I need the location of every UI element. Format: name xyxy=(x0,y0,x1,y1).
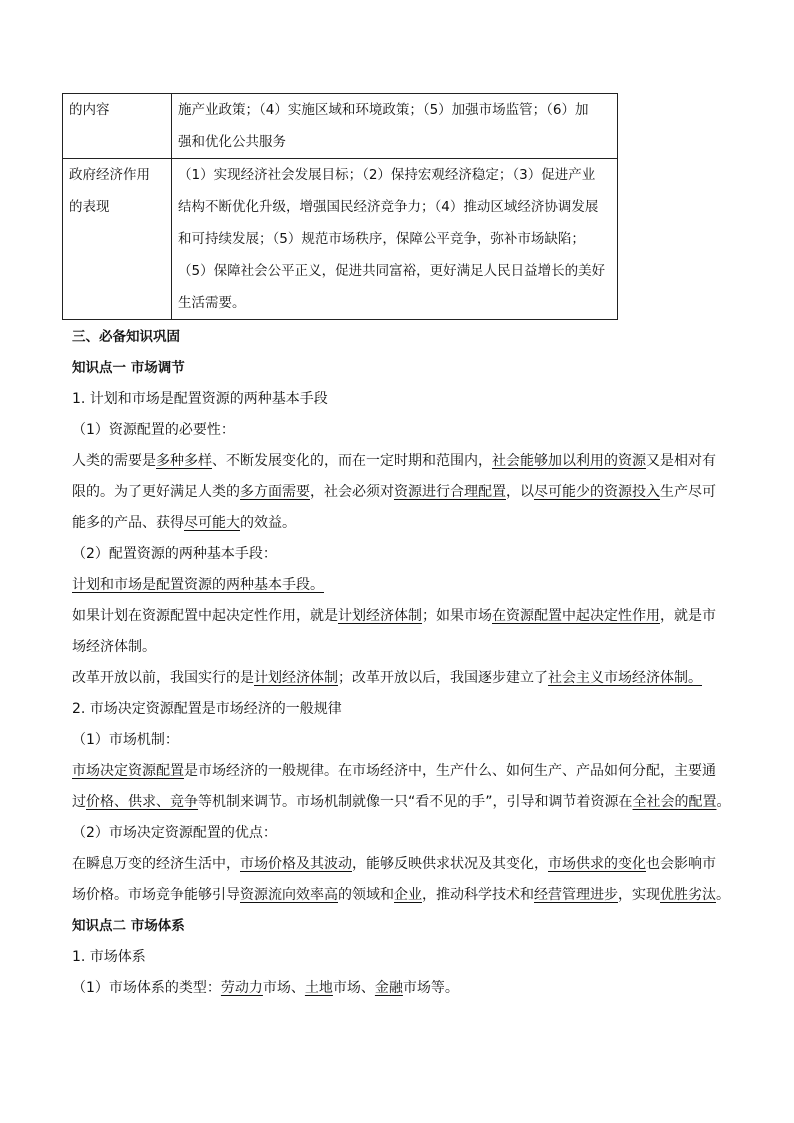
underlined-term: 社会主义市场经济体制。 xyxy=(548,670,702,686)
text: 能多的产品、获得 xyxy=(72,515,184,531)
body-line xyxy=(72,477,732,508)
label-line: 的表现 xyxy=(69,199,110,215)
underlined-term: 价格、供求、竞争 xyxy=(86,794,198,810)
text: 在瞬息万变的经济生活中， xyxy=(72,856,240,872)
text: 人类的需要是 xyxy=(72,453,156,469)
underlined-term: 金融 xyxy=(374,980,403,996)
body-line xyxy=(72,849,732,880)
knowledge-point-2-title: 知识点二 市场体系 xyxy=(72,918,185,934)
table-row xyxy=(63,94,618,159)
knowledge-content xyxy=(72,322,732,1004)
body-line xyxy=(72,973,732,1004)
text: 改革开放以前，我国实行的是 xyxy=(72,670,254,686)
text: 。 xyxy=(716,887,730,903)
content-line: （5）保障社会公平正义，促进共同富裕，更好满足人民日益增长的美好 xyxy=(178,263,606,279)
underlined-term: 计划经济体制 xyxy=(338,608,422,624)
text: 市场、 xyxy=(332,980,375,996)
body-line xyxy=(72,508,732,539)
text: 过 xyxy=(72,794,86,810)
table-row-content xyxy=(172,159,618,320)
underlined-term: 计划和市场是配置资源的两种基本手段。 xyxy=(72,577,324,593)
underlined-term: 市场价格及其波动 xyxy=(240,856,352,872)
table-row xyxy=(63,159,618,320)
text: 市场、 xyxy=(262,980,305,996)
text: ，社会必须对 xyxy=(310,484,394,500)
paragraph-heading: 1. 市场体系 xyxy=(72,949,146,965)
body-line xyxy=(72,446,732,477)
underlined-term: 全社会的配置 xyxy=(632,794,717,810)
body-line xyxy=(72,570,732,601)
underlined-term: 尽可能大 xyxy=(184,515,240,531)
paragraph-heading: 1. 计划和市场是配置资源的两种基本手段 xyxy=(72,391,328,407)
text: ；如果市场 xyxy=(422,608,492,624)
underlined-term: 劳动力 xyxy=(220,980,263,996)
body-line: 场经济体制。 xyxy=(72,639,156,655)
subheading: （2）配置资源的两种基本手段： xyxy=(72,546,277,562)
subheading: （2）市场决定资源配置的优点： xyxy=(72,825,277,841)
body-line xyxy=(72,787,732,818)
text: ，实现 xyxy=(618,887,660,903)
underlined-term: 尽可能少的资源投入 xyxy=(534,484,660,500)
label-line: 政府经济作用 xyxy=(69,167,150,183)
content-line: 强和优化公共服务 xyxy=(178,134,286,150)
underlined-term: 资源进行合理配置 xyxy=(394,484,506,500)
underlined-term: 土地 xyxy=(304,980,333,996)
underlined-term: 优胜劣汰 xyxy=(660,887,716,903)
underlined-term: 市场决定资源配置 xyxy=(72,763,184,779)
underlined-term: 计划经济体制 xyxy=(254,670,338,686)
underlined-term: 企业 xyxy=(394,887,422,903)
content-line: 和可持续发展；（5）规范市场秩序，保障公平竞争，弥补市场缺陷； xyxy=(178,231,585,247)
text: ；改革开放以后，我国逐步建立了 xyxy=(338,670,548,686)
text: 、不断发展变化的，而在一定时期和范围内， xyxy=(212,453,492,469)
underlined-term: 经营管理进步 xyxy=(534,887,618,903)
text: 是市场经济的一般规律。在市场经济中，生产什么、如何生产、产品如何分配，主要通 xyxy=(184,763,716,779)
body-line xyxy=(72,756,732,787)
content-line: （1）实现经济社会发展目标；（2）保持宏观经济稳定；（3）促进产业 xyxy=(178,167,596,183)
text: ，能够反映供求状况及其变化， xyxy=(352,856,548,872)
underlined-term: 社会能够加以利用的资源 xyxy=(492,453,646,469)
content-line: 结构不断优化升级，增强国民经济竞争力；（4）推动区域经济协调发展 xyxy=(178,199,599,215)
table-row-label xyxy=(63,94,172,159)
text: 市场等。 xyxy=(402,980,459,996)
text: ，推动科学技术和 xyxy=(422,887,534,903)
text: （1）市场体系的类型： xyxy=(72,980,221,996)
underlined-term: 在资源配置中起决定性作用 xyxy=(492,608,660,624)
text: 如果计划在资源配置中起决定性作用，就是 xyxy=(72,608,338,624)
body-line xyxy=(72,880,732,911)
text: 等机制来调节。市场机制就像一只“看不见的手”，引导和调节着资源在 xyxy=(198,794,633,810)
table-row-label xyxy=(63,159,172,320)
text: ，就是市 xyxy=(660,608,716,624)
underlined-term: 多种多样 xyxy=(156,453,212,469)
text: 的领域和 xyxy=(338,887,394,903)
table-row-content xyxy=(172,94,618,159)
paragraph-heading: 2. 市场决定资源配置是市场经济的一般规律 xyxy=(72,701,342,717)
text: 的效益。 xyxy=(240,515,296,531)
subheading: （1）资源配置的必要性： xyxy=(72,422,235,438)
underlined-term: 资源流向效率高 xyxy=(240,887,338,903)
body-line xyxy=(72,663,732,694)
text: 限的。为了更好满足人类的 xyxy=(72,484,240,500)
label-line: 的内容 xyxy=(69,102,110,118)
content-line: 施产业政策；（4）实施区域和环境政策；（5）加强市场监管；（6）加 xyxy=(178,102,589,118)
text: 也会影响市 xyxy=(646,856,716,872)
content-line: 生活需要。 xyxy=(178,295,246,311)
section-title: 三、必备知识巩固 xyxy=(72,329,180,345)
text: 场价格。市场竞争能够引导 xyxy=(72,887,240,903)
text: 生产尽可 xyxy=(660,484,716,500)
subheading: （1）市场机制： xyxy=(72,732,179,748)
knowledge-point-1-title: 知识点一 市场调节 xyxy=(72,360,185,376)
underlined-term: 多方面需要 xyxy=(240,484,310,500)
government-economy-table xyxy=(62,93,618,320)
body-line xyxy=(72,601,732,632)
text: 。 xyxy=(716,794,731,810)
text: 又是相对有 xyxy=(646,453,716,469)
underlined-term: 市场供求的变化 xyxy=(548,856,646,872)
text: ，以 xyxy=(506,484,534,500)
